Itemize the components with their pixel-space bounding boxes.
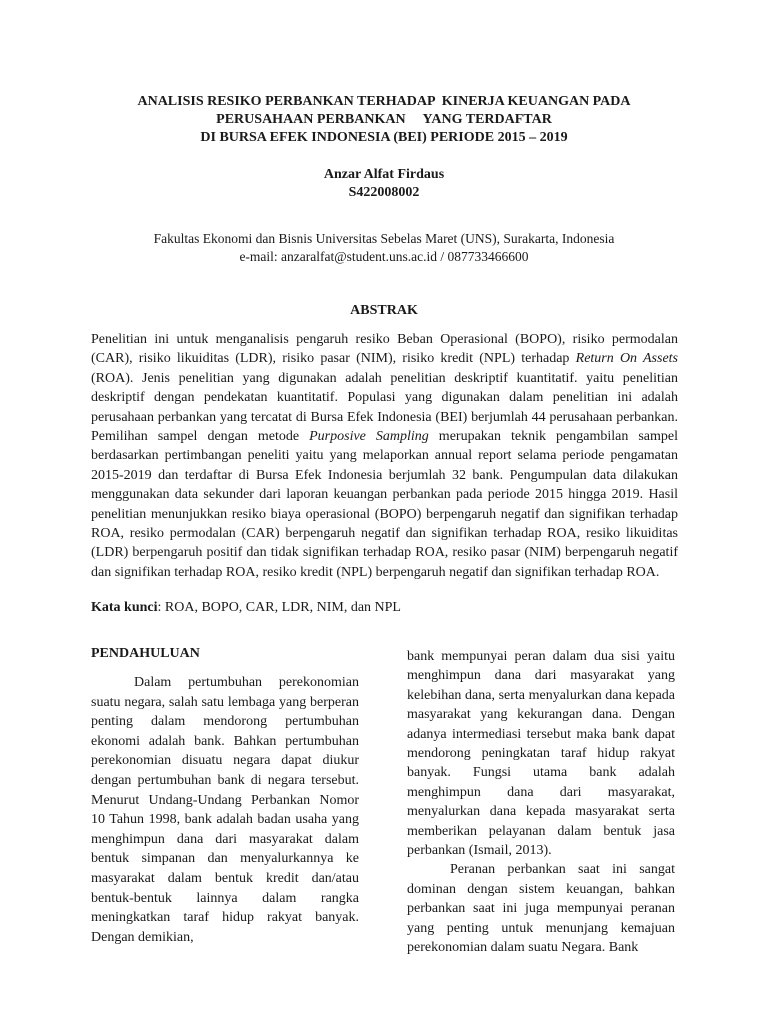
- author-block: [0, 166, 768, 202]
- contact-email: e-mail: anzaralfat@student.uns.ac.id / 087733466600: [239, 249, 529, 264]
- intro-paragraph-3: Peranan perbankan saat ini sangat dominan dengan sistem keuangan, bahkan perbankan saat ini juga mempunyai peranan yang penting untuk menunjang kemajuan perekonomian dalam suatu Negara. Bank: [407, 862, 675, 956]
- title-line-3: DI BURSA EFEK INDONESIA (BEI) PERIODE 2015 – 2019: [200, 130, 568, 145]
- abstract-text-3: merupakan teknik pengambilan sampel berdasarkan pertimbangan peneliti yaitu yang melaporkan annual report selama periode pengamatan 2015-2019 dan terdaftar di Bursa Efek Indonesia berjumlah 32 bank. Pengumpulan data dilakukan menggunakan data sekunder dari laporan keuangan perbankan pada periode 2015 hingga 2019. Hasil penelitian menunjukkan resiko biaya operasional (BOPO) berpengaruh negatif dan signifikan terhadap ROA, resiko permodalan (CAR) berpengaruh negatif dan signifikan terhadap ROA, resiko likuiditas (LDR) berpengaruh positif dan tidak signifikan terhadap ROA, resiko pasar (NIM) berpengaruh negatif dan signifikan terhadap ROA, resiko kredit (NPL) berpengaruh negatif dan signifikan terhadap ROA.: [91, 429, 679, 580]
- abstract-heading: ABSTRAK: [350, 303, 418, 318]
- author-id: S422008002: [348, 185, 420, 200]
- paper-title: [0, 93, 768, 147]
- title-line-1: ANALISIS RESIKO PERBANKAN TERHADAP KINERJA KEUANGAN PADA: [137, 94, 631, 109]
- abstract-italic-sampling: Purposive Sampling: [309, 429, 429, 445]
- abstract-body: [91, 330, 678, 582]
- affiliation-block: [0, 230, 768, 266]
- keywords-list: : ROA, BOPO, CAR, LDR, NIM, dan NPL: [157, 600, 401, 615]
- column-right: [407, 647, 675, 958]
- intro-paragraph-1: Dalam pertumbuhan perekonomian suatu negara, salah satu lembaga yang berperan penting dalam mendorong pertumbuhan ekonomi adalah bank. Bahkan pertumbuhan perekonomian disuatu negara dapat diukur dengan pertumbuhan bank di negara tersebut. Menurut Undang-Undang Perbankan Nomor 10 Tahun 1998, bank adalah badan usaha yang menghimpun dana dari masyarakat dalam bentuk simpanan dan menyalurkannya ke masyarakat dalam bentuk kredit dan/atau bentuk-bentuk lainnya dalam rangka meningkatkan taraf hidup rakyat banyak. Dengan demikian,: [91, 675, 359, 945]
- abstract-text-2: (ROA). Jenis penelitian yang digunakan adalah penelitian deskriptif kuantitatif. yaitu penelitian deskriptif dengan pendekatan kuantitatif. Populasi yang digunakan dalam penelitian ini adalah perusahaan perbankan yang tercatat di Bursa Efek Indonesia (BEI) berjumlah 44 perusahaan perbankan. Pemilihan sampel dengan metode: [91, 370, 678, 445]
- column-left: [91, 673, 359, 947]
- title-line-2: PERUSAHAAN PERBANKAN YANG TERDAFTAR: [216, 112, 552, 127]
- keywords-label: Kata kunci: [91, 600, 158, 615]
- section-heading-introduction: PENDAHULUAN: [91, 646, 200, 661]
- abstract-italic-roa: Return On Assets: [575, 351, 679, 367]
- abstract-text-1: Penelitian ini untuk menganalisis pengaruh resiko Beban Operasional (BOPO), risiko permodalan (CAR), risiko likuiditas (LDR), risiko pasar (NIM), risiko kredit (NPL) terhadap: [91, 332, 678, 367]
- intro-paragraph-2: bank mempunyai peran dalam dua sisi yaitu menghimpun dana dari masyarakat yang kelebihan dana, serta menyalurkan dana kepada masyarakat yang kekurangan dana. Dengan adanya intermediasi tersebut maka bank dapat mendorong peningkatan taraf hidup rakyat banyak. Fungsi utama bank adalah menghimpun dana dari masyarakat, menyalurkan dana kepada masyarakat serta memberikan pelayanan dalam bentuk jasa perbankan (Ismail, 2013).: [407, 649, 675, 859]
- affiliation: Fakultas Ekonomi dan Bisnis Universitas Sebelas Maret (UNS), Surakarta, Indonesia: [153, 231, 615, 246]
- keywords: [91, 598, 678, 617]
- author-name: Anzar Alfat Firdaus: [323, 167, 445, 182]
